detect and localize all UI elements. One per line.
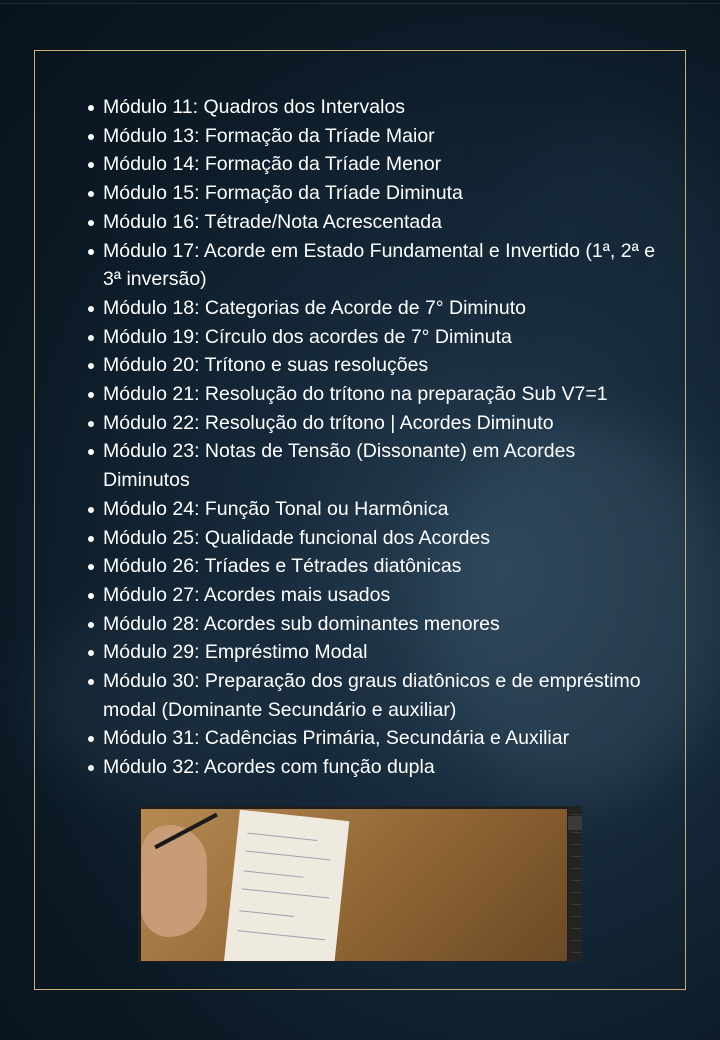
module-item: Módulo 31: Cadências Primária, Secundária e Auxiliar — [103, 724, 663, 753]
module-item: Módulo 27: Acordes mais usados — [103, 581, 663, 610]
module-item: Módulo 23: Notas de Tensão (Dissonante) em Acordes Diminutos — [103, 437, 663, 494]
hand-image — [141, 825, 207, 937]
module-item: Módulo 30: Preparação dos graus diatônicos e de empréstimo modal (Dominante Secundário e auxiliar) — [103, 667, 663, 724]
module-item: Módulo 17: Acorde em Estado Fundamental e Invertido (1ª, 2ª e 3ª inversão) — [103, 237, 663, 294]
module-item: Módulo 29: Empréstimo Modal — [103, 638, 663, 667]
playlist-panel — [568, 806, 582, 962]
module-item: Módulo 14: Formação da Tríade Menor — [103, 150, 663, 179]
module-item: Módulo 24: Função Tonal ou Harmônica — [103, 495, 663, 524]
module-item: Módulo 11: Quadros dos Intervalos — [103, 93, 663, 122]
module-item: Módulo 32: Acordes com função dupla — [103, 753, 663, 782]
module-item: Módulo 16: Tétrade/Nota Acrescentada — [103, 208, 663, 237]
module-item: Módulo 19: Círculo dos acordes de 7° Diminuta — [103, 323, 663, 352]
module-item: Módulo 28: Acordes sub dominantes menores — [103, 610, 663, 639]
playlist-active-row — [568, 816, 582, 830]
module-list — [103, 93, 663, 782]
module-item: Módulo 15: Formação da Tríade Diminuta — [103, 179, 663, 208]
module-item: Módulo 21: Resolução do trítono na preparação Sub V7=1 — [103, 380, 663, 409]
video-frame — [141, 809, 567, 961]
sheet-paper-image — [223, 810, 350, 961]
module-item: Módulo 13: Formação da Tríade Maior — [103, 122, 663, 151]
top-edge — [0, 0, 720, 4]
module-item: Módulo 20: Trítono e suas resoluções — [103, 351, 663, 380]
module-item: Módulo 18: Categorias de Acorde de 7° Diminuto — [103, 294, 663, 323]
module-item: Módulo 22: Resolução do trítono | Acordes Diminuto — [103, 409, 663, 438]
course-video-preview — [138, 806, 582, 962]
module-item: Módulo 26: Tríades e Tétrades diatônicas — [103, 552, 663, 581]
module-item: Módulo 25: Qualidade funcional dos Acordes — [103, 524, 663, 553]
